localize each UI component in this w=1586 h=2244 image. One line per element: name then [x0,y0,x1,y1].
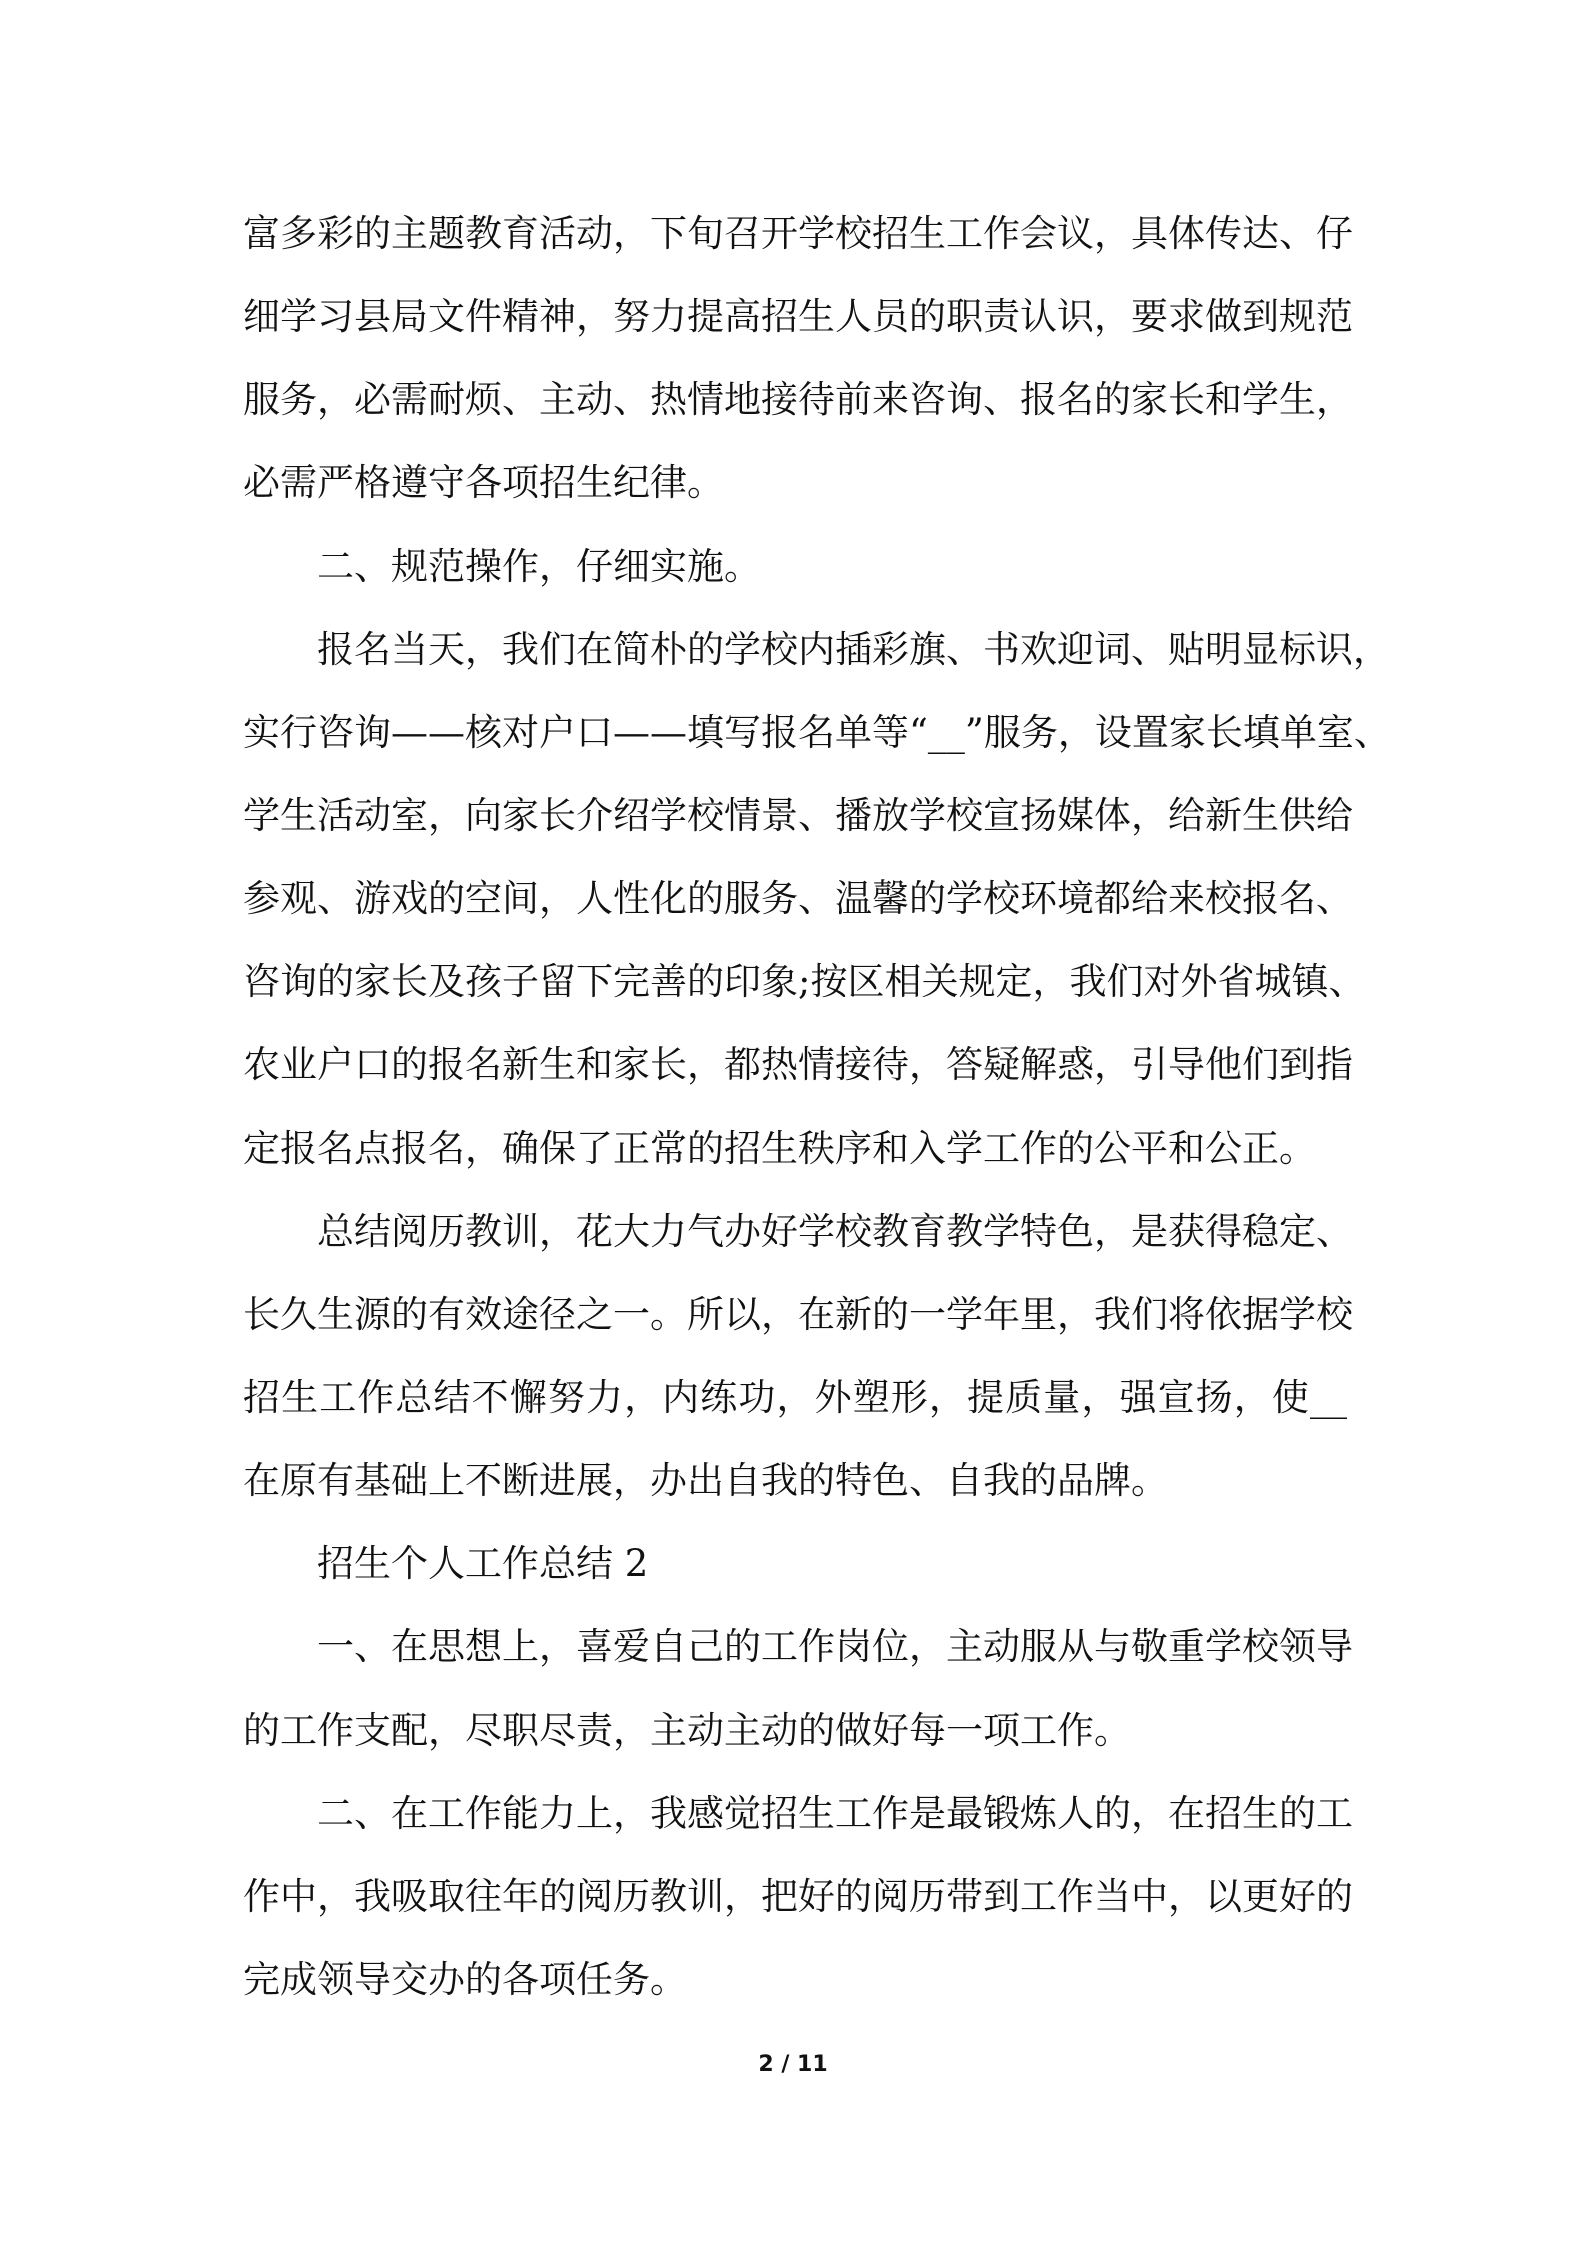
document-body [243,206,1391,2035]
text-line: 细学习县局文件精神，努力提高招生人员的职责认识，要求做到规范 [243,295,1353,339]
text-line: 二、在工作能力上，我感觉招生工作是最锻炼人的，在招生的工 [317,1791,1353,1835]
text-line: 在原有基础上不断进展，办出自我的特色、自我的品牌。 [243,1459,1168,1503]
paragraph-registration-day [243,622,1391,1204]
section-heading [243,539,1347,622]
page-number: 2 / 11 [758,2052,828,2077]
text-line: 咨询的家长及孩子留下完善的印象;按区相关规定，我们对外省城镇、 [243,960,1366,1004]
text-line: 学生活动室，向家长介绍学校情景、播放学校宣扬媒体，给新生供给 [243,793,1353,837]
section-heading-text: 二、规范操作，仔细实施。 [317,544,761,588]
text-line: 报名当天，我们在简朴的学校内插彩旗、书欢迎词、贴明显标识， [317,627,1390,671]
text-line: 服务，必需耐烦、主动、热情地接待前来咨询、报名的家长和学生， [243,378,1353,422]
paragraph-thinking [243,1619,1353,1785]
subtitle-summary-2 [243,1536,1347,1619]
text-line: 一、在思想上，喜爱自己的工作岗位，主动服从与敬重学校领导 [317,1625,1353,1669]
paragraph-continued [243,206,1353,539]
text-line: 农业户口的报名新生和家长，都热情接待，答疑解惑，引导他们到指 [243,1043,1353,1087]
text-line: 完成领导交办的各项任务。 [243,1957,687,2001]
paragraph-summary [243,1204,1353,1537]
text-line: 招生工作总结不懈努力，内练功，外塑形，提质量，强宣扬，使__ [243,1375,1347,1419]
text-line: 实行咨询——核对户口——填写报名单等“__”服务，设置家长填单室、 [243,710,1391,754]
text-line: 定报名点报名，确保了正常的招生秩序和入学工作的公平和公正。 [243,1126,1316,1170]
text-line: 总结阅历教训，花大力气办好学校教育教学特色，是获得稳定、 [317,1209,1353,1253]
subtitle-text: 招生个人工作总结 2 [317,1542,649,1586]
text-line: 的工作支配，尽职尽责，主动主动的做好每一项工作。 [243,1708,1131,1752]
text-line: 富多彩的主题教育活动，下旬召开学校招生工作会议，具体传达、仔 [243,212,1353,255]
text-line: 必需严格遵守各项招生纪律。 [243,461,724,505]
text-line: 作中，我吸取往年的阅历教训，把好的阅历带到工作当中，以更好的 [243,1874,1353,1918]
text-line: 长久生源的有效途径之一。所以，在新的一学年里，我们将依据学校 [243,1292,1353,1336]
text-line: 参观、游戏的空间，人性化的服务、温馨的学校环境都给来校报名、 [243,877,1353,921]
paragraph-ability [243,1786,1353,2035]
